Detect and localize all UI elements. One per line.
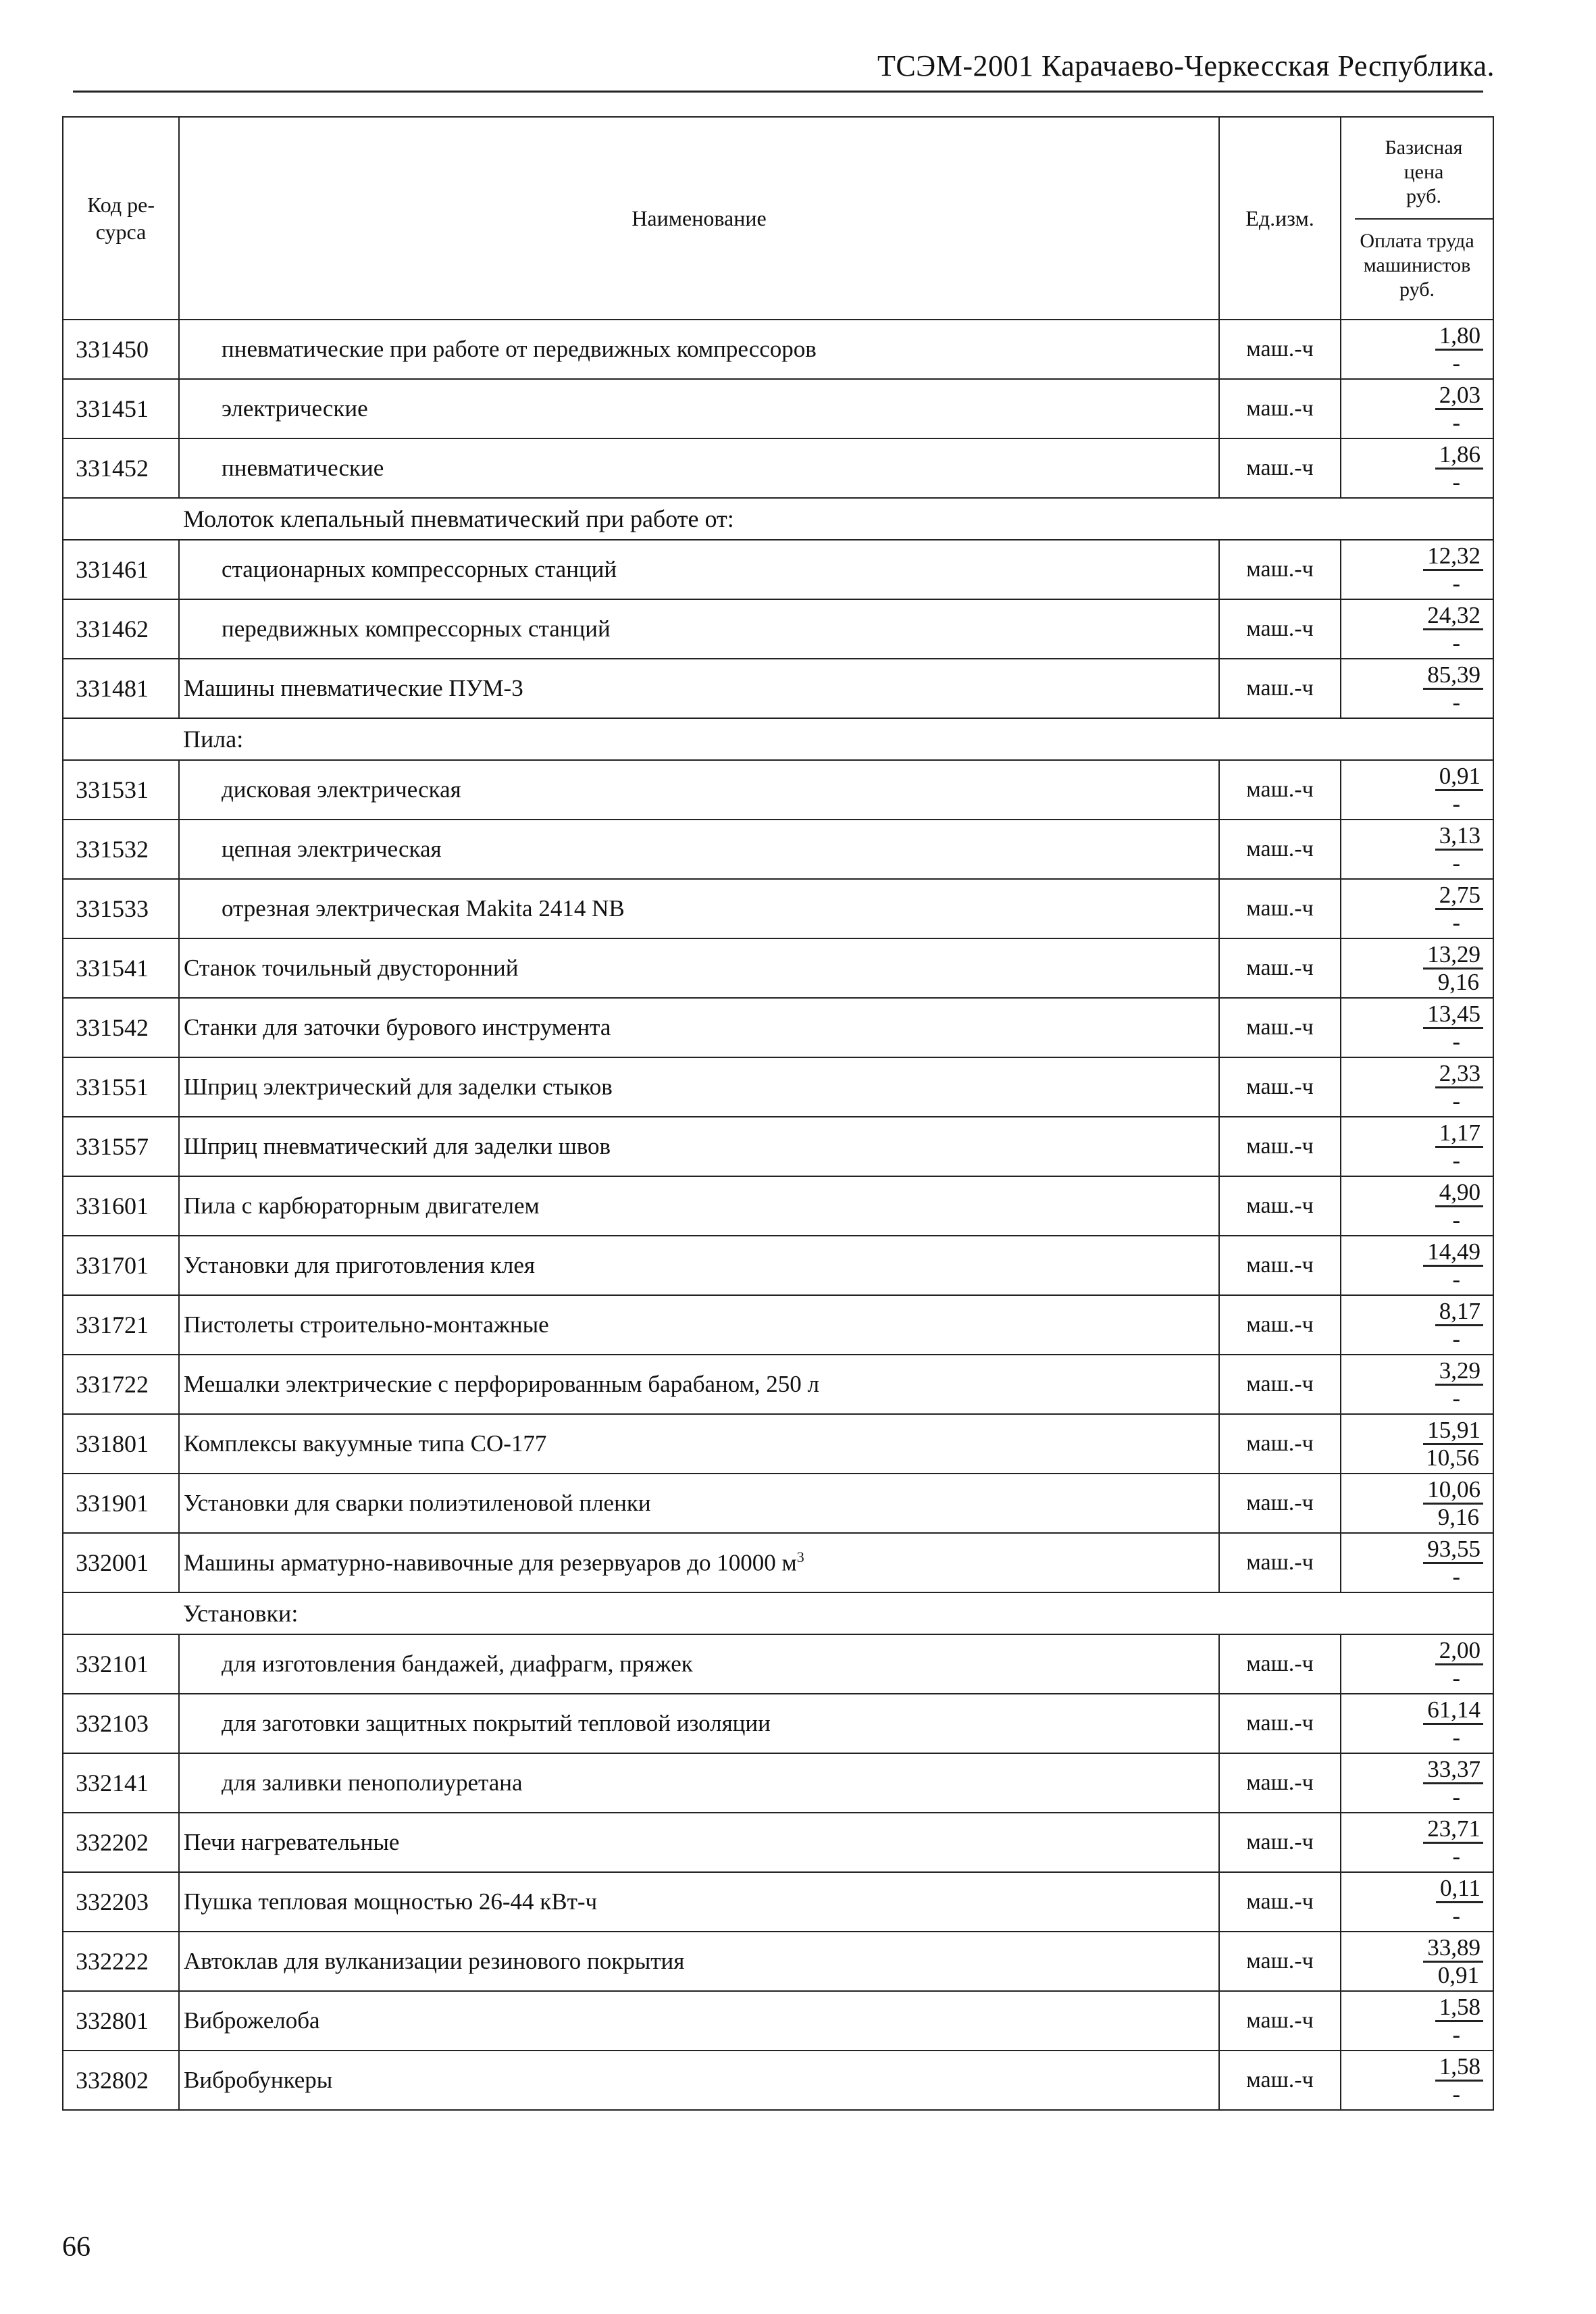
resource-name-cell	[179, 1694, 1219, 1753]
base-price: 23,71	[1423, 1816, 1483, 1844]
resource-unit: маш.-ч	[1219, 1295, 1341, 1355]
table-row	[63, 1753, 1493, 1813]
table-row	[63, 320, 1493, 379]
column-header-code	[63, 117, 179, 320]
resource-code: 332222	[63, 1932, 179, 1991]
column-header-price-base: Базисная цена руб.	[1355, 124, 1493, 220]
table-row	[63, 1533, 1493, 1592]
resource-name: цепная электрическая	[222, 836, 442, 862]
resource-name: Печи нагревательные	[184, 1829, 400, 1855]
operator-labor-pay: -	[1452, 1325, 1460, 1352]
resource-name-cell	[179, 1474, 1219, 1533]
group-code-cell	[63, 718, 179, 760]
resource-code: 331701	[63, 1236, 179, 1295]
resource-name-cell	[179, 1355, 1219, 1414]
resource-price-cell	[1341, 438, 1493, 498]
table-row	[63, 1694, 1493, 1753]
resource-code: 332103	[63, 1694, 179, 1753]
resource-unit: маш.-ч	[1219, 1533, 1341, 1592]
base-price: 8,17	[1435, 1299, 1483, 1326]
resource-unit: маш.-ч	[1219, 1474, 1341, 1533]
resource-name-cell	[179, 599, 1219, 659]
table-row	[63, 760, 1493, 820]
resource-code: 332101	[63, 1634, 179, 1694]
resource-unit: маш.-ч	[1219, 998, 1341, 1057]
operator-labor-pay: -	[1452, 1563, 1460, 1590]
base-price: 33,37	[1423, 1757, 1483, 1784]
resource-name-cell	[179, 1991, 1219, 2051]
operator-labor-pay: -	[1452, 1384, 1460, 1411]
resource-code: 332141	[63, 1753, 179, 1813]
table-row	[63, 1474, 1493, 1533]
resource-unit: маш.-ч	[1219, 540, 1341, 599]
table-row	[63, 1932, 1493, 1991]
operator-labor-pay: -	[1452, 1147, 1460, 1174]
base-price: 15,91	[1423, 1417, 1483, 1445]
resource-unit: маш.-ч	[1219, 599, 1341, 659]
table-row	[63, 820, 1493, 879]
resource-name-cell	[179, 438, 1219, 498]
resource-table	[62, 116, 1494, 2111]
table-row	[63, 1813, 1493, 1872]
table-row	[63, 879, 1493, 938]
resource-name-cell	[179, 1117, 1219, 1176]
base-price: 10,06	[1423, 1477, 1483, 1505]
operator-labor-pay: -	[1452, 1783, 1460, 1810]
resource-name: Виброжелоба	[184, 2007, 320, 2034]
resource-name: Станок точильный двусторонний	[184, 955, 519, 981]
resource-code: 331461	[63, 540, 179, 599]
group-label: Установки:	[179, 1592, 1493, 1634]
base-price: 0,11	[1436, 1876, 1483, 1903]
operator-labor-pay: -	[1452, 349, 1460, 376]
resource-code: 331452	[63, 438, 179, 498]
resource-name: пневматические при работе от передвижных компрессоров	[222, 336, 817, 362]
operator-labor-pay: -	[1452, 2021, 1460, 2048]
resource-unit: маш.-ч	[1219, 438, 1341, 498]
base-price: 2,75	[1435, 882, 1483, 910]
resource-code: 331533	[63, 879, 179, 938]
resource-unit: маш.-ч	[1219, 820, 1341, 879]
resource-price-cell	[1341, 1694, 1493, 1753]
resource-name: Вибробункеры	[184, 2067, 333, 2093]
resource-name-cell	[179, 938, 1219, 998]
table-row	[63, 659, 1493, 718]
resource-price-cell	[1341, 2051, 1493, 2110]
table-row	[63, 599, 1493, 659]
table-row	[63, 1991, 1493, 2051]
resource-name-cell	[179, 879, 1219, 938]
resource-code: 331601	[63, 1176, 179, 1236]
table-row	[63, 1117, 1493, 1176]
resource-code: 331557	[63, 1117, 179, 1176]
resource-name-cell	[179, 1932, 1219, 1991]
operator-labor-pay: 0,91	[1437, 1961, 1479, 1988]
operator-labor-pay: -	[1452, 1265, 1460, 1292]
table-row	[63, 1414, 1493, 1474]
base-price: 1,17	[1435, 1120, 1483, 1148]
resource-name-cell	[179, 820, 1219, 879]
column-header-price	[1341, 117, 1493, 320]
base-price: 4,90	[1435, 1180, 1483, 1207]
table-row	[63, 1236, 1493, 1295]
group-label: Пила:	[179, 718, 1493, 760]
resource-code: 332202	[63, 1813, 179, 1872]
table-row	[63, 438, 1493, 498]
table-header-row	[63, 117, 1493, 320]
resource-name-cell	[179, 1176, 1219, 1236]
document-title: ТСЭМ-2001 Карачаево-Черкесская Республика.	[877, 49, 1495, 82]
resource-unit: маш.-ч	[1219, 1753, 1341, 1813]
resource-name: Комплексы вакуумные типа СО-177	[184, 1430, 547, 1457]
resource-unit: маш.-ч	[1219, 379, 1341, 438]
base-price: 13,29	[1423, 942, 1483, 970]
resource-name: Автоклав для вулканизации резинового покрытия	[184, 1948, 685, 1974]
table-row	[63, 1057, 1493, 1117]
resource-name: передвижных компрессорных станций	[222, 615, 611, 642]
resource-name: стационарных компрессорных станций	[222, 556, 617, 582]
base-price: 1,80	[1435, 323, 1483, 351]
table-row	[63, 379, 1493, 438]
resource-price-cell	[1341, 879, 1493, 938]
resource-name: для заготовки защитных покрытий тепловой изоляции	[222, 1710, 771, 1736]
resource-price-cell	[1341, 1117, 1493, 1176]
resource-name-superscript: 3	[796, 1549, 804, 1566]
resource-price-cell	[1341, 820, 1493, 879]
header-rule	[73, 91, 1483, 93]
resource-name-cell	[179, 1057, 1219, 1117]
resource-unit: маш.-ч	[1219, 938, 1341, 998]
resource-unit: маш.-ч	[1219, 1117, 1341, 1176]
resource-price-cell	[1341, 599, 1493, 659]
operator-labor-pay: -	[1452, 409, 1460, 436]
resource-name-cell	[179, 379, 1219, 438]
base-price: 3,13	[1435, 823, 1483, 851]
base-price: 24,32	[1423, 603, 1483, 630]
resource-code: 331450	[63, 320, 179, 379]
resource-code: 331451	[63, 379, 179, 438]
resource-name: отрезная электрическая Makita 2414 NB	[222, 895, 625, 922]
resource-price-cell	[1341, 1176, 1493, 1236]
resource-name-cell	[179, 2051, 1219, 2110]
resource-unit: маш.-ч	[1219, 1176, 1341, 1236]
resource-name-cell	[179, 659, 1219, 718]
operator-labor-pay: -	[1452, 468, 1460, 495]
table-row	[63, 998, 1493, 1057]
resource-price-cell	[1341, 938, 1493, 998]
resource-price-cell	[1341, 1634, 1493, 1694]
table-row	[63, 1355, 1493, 1414]
resource-unit: маш.-ч	[1219, 659, 1341, 718]
table-row	[63, 1872, 1493, 1932]
base-price: 93,55	[1423, 1536, 1483, 1564]
resource-name: электрические	[222, 395, 368, 422]
operator-labor-pay: -	[1452, 790, 1460, 817]
resource-price-cell	[1341, 1813, 1493, 1872]
resource-name-cell	[179, 760, 1219, 820]
operator-labor-pay: -	[1452, 909, 1460, 936]
operator-labor-pay: -	[1452, 1724, 1460, 1751]
resource-name: Пила с карбюраторным двигателем	[184, 1192, 540, 1219]
resource-name: пневматические	[222, 455, 384, 481]
resource-code: 332802	[63, 2051, 179, 2110]
resource-price-cell	[1341, 1991, 1493, 2051]
column-header-price-labor: Оплата труда машинистов руб.	[1360, 230, 1474, 301]
resource-name: Установки для приготовления клея	[184, 1252, 536, 1278]
resource-name-cell	[179, 1872, 1219, 1932]
group-row	[63, 718, 1493, 760]
operator-labor-pay: -	[1452, 570, 1460, 597]
resource-price-cell	[1341, 1295, 1493, 1355]
operator-labor-pay: 9,16	[1437, 1503, 1479, 1530]
resource-unit: маш.-ч	[1219, 1634, 1341, 1694]
resource-name-cell	[179, 1813, 1219, 1872]
resource-price-cell	[1341, 1414, 1493, 1474]
resource-name: Мешалки электрические с перфорированным барабаном, 250 л	[184, 1371, 819, 1397]
table-row	[63, 1176, 1493, 1236]
resource-code: 332203	[63, 1872, 179, 1932]
operator-labor-pay: -	[1452, 1028, 1460, 1055]
resource-price-cell	[1341, 659, 1493, 718]
resource-unit: маш.-ч	[1219, 320, 1341, 379]
resource-unit: маш.-ч	[1219, 1694, 1341, 1753]
resource-unit: маш.-ч	[1219, 1355, 1341, 1414]
resource-code: 331541	[63, 938, 179, 998]
group-row	[63, 1592, 1493, 1634]
table-row	[63, 1634, 1493, 1694]
resource-code: 332801	[63, 1991, 179, 2051]
resource-price-cell	[1341, 1753, 1493, 1813]
resource-price-cell	[1341, 1057, 1493, 1117]
resource-unit: маш.-ч	[1219, 1057, 1341, 1117]
resource-code: 331901	[63, 1474, 179, 1533]
resource-price-cell	[1341, 320, 1493, 379]
resource-name: для изготовления бандажей, диафрагм, пряжек	[222, 1651, 693, 1677]
base-price: 14,49	[1423, 1239, 1483, 1267]
resource-name: Шприц пневматический для заделки швов	[184, 1133, 611, 1159]
resource-unit: маш.-ч	[1219, 1813, 1341, 1872]
column-header-unit-label: Ед.изм.	[1245, 205, 1314, 230]
operator-labor-pay: -	[1452, 1902, 1460, 1929]
resource-unit: маш.-ч	[1219, 760, 1341, 820]
base-price: 1,86	[1435, 442, 1483, 470]
resource-code: 331722	[63, 1355, 179, 1414]
resource-unit: маш.-ч	[1219, 1991, 1341, 2051]
base-price: 2,03	[1435, 382, 1483, 410]
column-header-unit	[1219, 117, 1341, 320]
operator-labor-pay: -	[1452, 1664, 1460, 1691]
resource-code: 331542	[63, 998, 179, 1057]
table-row	[63, 938, 1493, 998]
resource-code: 332001	[63, 1533, 179, 1592]
resource-price-cell	[1341, 1872, 1493, 1932]
resource-name: для заливки пенополиуретана	[222, 1769, 523, 1796]
resource-name: Пушка тепловая мощностью 26-44 кВт-ч	[184, 1888, 598, 1915]
base-price: 3,29	[1435, 1358, 1483, 1386]
resource-name: дисковая электрическая	[222, 776, 461, 803]
resource-code: 331532	[63, 820, 179, 879]
group-row	[63, 498, 1493, 540]
base-price: 85,39	[1423, 662, 1483, 690]
resource-price-cell	[1341, 1533, 1493, 1592]
resource-name: Пистолеты строительно-монтажные	[184, 1311, 549, 1338]
base-price: 61,14	[1423, 1697, 1483, 1725]
operator-labor-pay: -	[1452, 1087, 1460, 1114]
base-price: 2,00	[1435, 1638, 1483, 1665]
base-price: 1,58	[1435, 2054, 1483, 2082]
table-row	[63, 2051, 1493, 2110]
table-row	[63, 1295, 1493, 1355]
resource-name: Шприц электрический для заделки стыков	[184, 1074, 613, 1100]
resource-code: 331551	[63, 1057, 179, 1117]
resource-name-cell	[179, 1236, 1219, 1295]
operator-labor-pay: 10,56	[1426, 1444, 1479, 1471]
resource-price-cell	[1341, 1236, 1493, 1295]
operator-labor-pay: -	[1452, 1842, 1460, 1869]
resource-name-cell	[179, 1753, 1219, 1813]
base-price: 33,89	[1423, 1935, 1483, 1963]
column-header-name	[179, 117, 1219, 320]
resource-code: 331801	[63, 1414, 179, 1474]
column-header-code-label: Код ре- сурса	[87, 193, 155, 244]
operator-labor-pay: -	[1452, 1206, 1460, 1233]
table-body	[63, 320, 1493, 2110]
resource-name-cell	[179, 540, 1219, 599]
resource-price-cell	[1341, 1474, 1493, 1533]
resource-name: Станки для заточки бурового инструмента	[184, 1014, 611, 1040]
base-price: 1,58	[1435, 1994, 1483, 2022]
resource-name: Установки для сварки полиэтиленовой пленки	[184, 1490, 651, 1516]
resource-price-cell	[1341, 998, 1493, 1057]
resource-unit: маш.-ч	[1219, 1414, 1341, 1474]
group-label: Молоток клепальный пневматический при работе от:	[179, 498, 1493, 540]
operator-labor-pay: -	[1452, 849, 1460, 876]
operator-labor-pay: -	[1452, 688, 1460, 715]
resource-code: 331721	[63, 1295, 179, 1355]
resource-name: Машины пневматические ПУМ-3	[184, 675, 523, 701]
page-number: 66	[62, 2232, 91, 2263]
resource-price-cell	[1341, 379, 1493, 438]
resource-price-cell	[1341, 540, 1493, 599]
column-header-name-label: Наименование	[632, 205, 767, 230]
base-price: 2,33	[1435, 1061, 1483, 1088]
resource-name-cell	[179, 1295, 1219, 1355]
group-code-cell	[63, 498, 179, 540]
resource-name-cell	[179, 1634, 1219, 1694]
resource-unit: маш.-ч	[1219, 2051, 1341, 2110]
resource-name-cell	[179, 1533, 1219, 1592]
group-code-cell	[63, 1592, 179, 1634]
resource-unit: маш.-ч	[1219, 1932, 1341, 1991]
table-row	[63, 540, 1493, 599]
resource-code: 331531	[63, 760, 179, 820]
operator-labor-pay: -	[1452, 629, 1460, 656]
operator-labor-pay: -	[1452, 2080, 1460, 2107]
resource-code: 331462	[63, 599, 179, 659]
base-price: 12,32	[1423, 543, 1483, 571]
resource-name-cell	[179, 998, 1219, 1057]
resource-price-cell	[1341, 1932, 1493, 1991]
resource-code: 331481	[63, 659, 179, 718]
resource-price-cell	[1341, 760, 1493, 820]
resource-unit: маш.-ч	[1219, 1872, 1341, 1932]
resource-name-cell	[179, 320, 1219, 379]
resource-name-cell	[179, 1414, 1219, 1474]
resource-unit: маш.-ч	[1219, 879, 1341, 938]
resource-unit: маш.-ч	[1219, 1236, 1341, 1295]
base-price: 0,91	[1435, 763, 1483, 791]
base-price: 13,45	[1423, 1001, 1483, 1029]
resource-name: Машины арматурно-навивочные для резервуаров до 10000 м	[184, 1549, 797, 1576]
operator-labor-pay: 9,16	[1437, 968, 1479, 995]
resource-price-cell	[1341, 1355, 1493, 1414]
